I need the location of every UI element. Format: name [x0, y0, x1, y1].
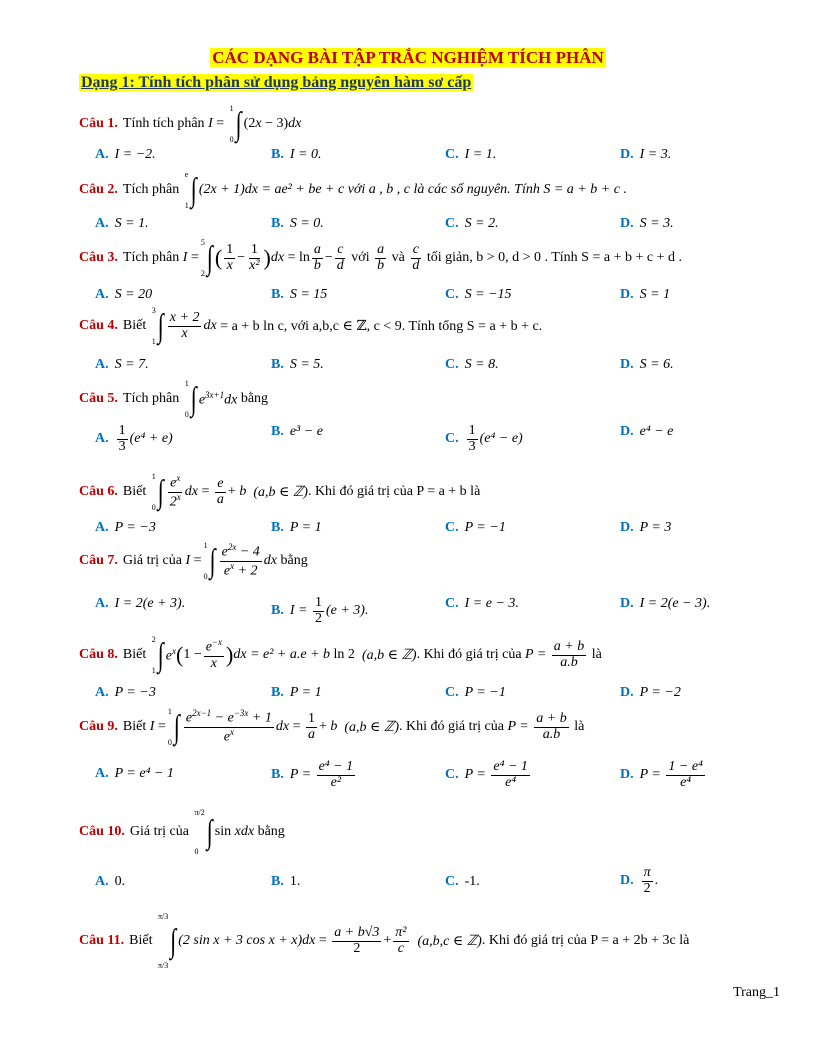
question-3: Câu 3. Tích phân I = 5 2 ∫ ( $\frac{1}{x}$ − $\frac{1}{\text{x²}}$ ) dx = ln $\frac{a}{b}$ − $\frac{c}{d}$ với $\frac{a}{b}$ và $\frac{c}{d}$ tối giản, b > 0, d > 0 . Tính S = a + b + c + d . — [79, 238, 682, 278]
question-2: Câu 2. Tích phân e 1 ∫ (2x + 1)dx = ae² + be + c với a , b , c là các số nguyên. Tính S = a + b + c . — [79, 170, 627, 210]
section-heading: Dạng 1: Tính tích phân sử dụng bảng nguyên hàm sơ cấp — [81, 74, 472, 91]
question-10: Câu 10. Giá trị của π/2 0 ∫ sin xdx bằng — [79, 808, 285, 856]
question-11: Câu 11. Biết π/3 π/3 ∫ (2 sin x + 3 cos x + x)dx = $\frac{a + b√3}{2}$ + $\frac{\text{π²}}{c}$ (a,b,c ∈ ℤ) . Khi đó giá trị của P = a + 2b + 3c là — [79, 912, 690, 970]
question-4: Câu 4. Biết 3 1 ∫ $\frac{x + 2}{x}$ dx = a + b ln c, với a,b,c ∈ ℤ, c < 9. Tính tổng S = a + b + c. — [79, 306, 543, 346]
question-5: Câu 5. Tích phân 1 0 ∫ $e^{3x+1}dx$ bằng — [79, 379, 269, 419]
page-number: Trang_1 — [733, 985, 780, 1000]
question-8: Câu 8. Biết 2 1 ∫ $e^x$ ( 1 − $\frac{e^{-x}}{x}$ ) dx = e² + a.e + b ln 2 (a,b ∈ ℤ) . Khi đó giá trị của P = $\frac{a + b}{a.b}$ là — [79, 635, 602, 675]
question-7: Câu 7. Giá trị của I = 1 0 ∫ $\frac{e^{2x} - 4}{e^x + 2}$ dx bằng — [79, 541, 308, 581]
question-6: Câu 6. Biết 1 0 ∫ $\frac{e^x}{2^x}$ dx = $\frac{e}{a}$ + b (a,b ∈ ℤ) . Khi đó giá trị của P = a + b là — [79, 472, 481, 512]
question-9: Câu 9. Biết I = 1 0 ∫ $\frac{e^{2x-1} - e^{-3x} + 1}{e^x}$ dx = $\frac{1}{a}$ + b (a,b ∈ ℤ) . Khi đó giá trị của P = $\frac{a + b}{a.b}$ là — [79, 707, 585, 747]
integral-sign: 1 0 ∫ — [229, 104, 242, 144]
question-1: Câu 1. Tính tích phân I = 1 0 ∫ (2x − 3)dx — [79, 104, 302, 144]
page-title: CÁC DẠNG BÀI TẬP TRẮC NGHIỆM TÍCH PHÂN — [212, 48, 604, 67]
